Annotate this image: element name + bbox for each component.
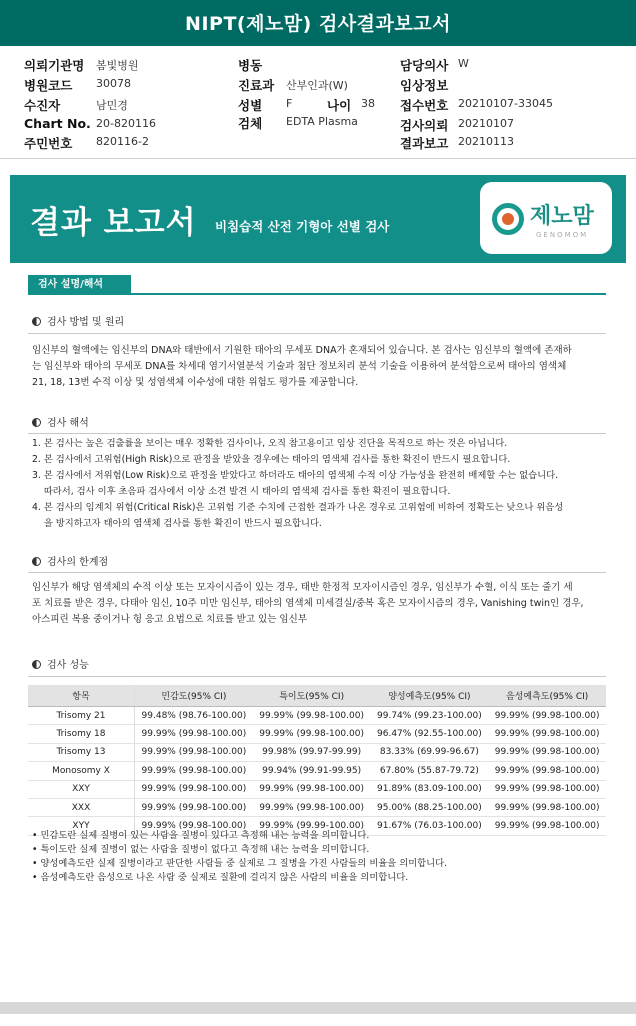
info-label: 검체 xyxy=(238,116,263,131)
table-cell: 99.99% (99.98-100.00) xyxy=(135,817,253,835)
interpretation-heading xyxy=(32,414,89,429)
info-value: 30078 xyxy=(96,77,131,90)
performance-heading xyxy=(32,656,89,671)
list-item: 을 방지하고자 태아의 염색체 검사를 통한 확진이 반드시 필요합니다. xyxy=(32,518,322,529)
info-label: 병동 xyxy=(238,58,263,73)
table-cell: 99.98% (99.97-99.99) xyxy=(253,743,371,761)
table-cell: Trisomy 21 xyxy=(28,707,135,725)
info-label: 의뢰기관명 xyxy=(24,58,85,73)
list-item: 따라서, 검사 이후 초음파 검사에서 이상 소견 발견 시 태아의 염색체 검사를 통한 확진이 필요합니다. xyxy=(32,486,451,497)
table-cell: 99.99% (99.98-100.00) xyxy=(135,743,253,761)
table-row xyxy=(28,780,606,798)
table-cell: Monosomy X xyxy=(28,762,135,780)
info-label: 담당의사 xyxy=(400,58,449,73)
performance-heading-text: 검사 성능 xyxy=(47,660,89,671)
info-value: F xyxy=(286,97,293,110)
info-label: 결과보고 xyxy=(400,136,449,151)
table-row xyxy=(28,743,606,761)
table-cell: Trisomy 13 xyxy=(28,743,135,761)
table-cell: 99.99% (99.98-100.00) xyxy=(253,707,371,725)
logo-text: 제노맘 xyxy=(530,204,594,229)
divider xyxy=(0,158,636,159)
table-cell: 91.67% (76.03-100.00) xyxy=(371,817,489,835)
table-cell: 99.99% (99.98-100.00) xyxy=(488,743,606,761)
heading-rule xyxy=(28,676,606,677)
note-item: • 양성예측도란 실제 질병이라고 판단한 사람들 중 실제로 그 질병을 가진 사람들의 비율을 의미합니다. xyxy=(32,858,448,869)
column-header: 양성예측도(95% CI) xyxy=(371,685,489,707)
column-header: 특이도(95% CI) xyxy=(253,685,371,707)
table-cell: 96.47% (92.55-100.00) xyxy=(371,725,489,743)
info-label: 나이 xyxy=(327,98,352,113)
method-heading xyxy=(32,313,124,328)
half-circle-icon xyxy=(32,660,41,669)
text-line: 21, 18, 13번 수적 이상 및 성염색체 이수성에 대한 위험도 평가를 제공합니다. xyxy=(32,377,359,388)
report-banner xyxy=(10,175,626,263)
logo-mark-icon xyxy=(492,203,524,235)
info-value: 20210107 xyxy=(458,117,514,130)
report-title: NIPT(제노맘) 검사결과보고서 xyxy=(185,13,451,35)
text-line: 임신부가 해당 염색체의 수적 이상 또는 모자이시즘이 있는 경우, 태반 한정적 모자이시즘인 경우, 임신부가 수혈, 이식 또는 줄기 세 xyxy=(32,582,573,593)
table-row xyxy=(28,798,606,816)
info-label: 임상정보 xyxy=(400,78,449,93)
heading-rule xyxy=(28,572,606,573)
table-cell: 99.74% (99.23-100.00) xyxy=(371,707,489,725)
table-cell: 99.48% (98.76-100.00) xyxy=(135,707,253,725)
table-cell: 99.99% (99.98-100.00) xyxy=(253,798,371,816)
column-header: 민감도(95% CI) xyxy=(135,685,253,707)
table-cell: 99.99% (99.98-100.00) xyxy=(135,725,253,743)
interpretation-heading-text: 검사 해석 xyxy=(47,418,89,429)
section-tab: 검사 설명/해석 xyxy=(28,275,131,294)
info-value: EDTA Plasma xyxy=(286,115,358,128)
info-value: 남민경 xyxy=(96,99,128,112)
patient-info xyxy=(0,50,636,156)
table-cell: XYY xyxy=(28,817,135,835)
table-cell: 83.33% (69.99-96.67) xyxy=(371,743,489,761)
info-value: 38 xyxy=(361,97,375,110)
table-cell: 99.99% (99.99-100.00) xyxy=(253,817,371,835)
text-line: 는 임신부와 태아의 무세포 DNA를 차세대 염기서열분석 기술과 첨단 정보처리 분석 기술을 이용하여 분석함으로써 태아의 염색체 xyxy=(32,361,567,372)
table-cell: 99.99% (99.98-100.00) xyxy=(253,725,371,743)
half-circle-icon xyxy=(32,418,41,427)
note-item: • 음성예측도란 음성으로 나온 사람 중 실제로 질환에 걸리지 않은 사람의 비율을 의미합니다. xyxy=(32,872,409,883)
info-value: 봄빛병원 xyxy=(96,59,139,72)
section-underline xyxy=(28,293,606,295)
table-row xyxy=(28,762,606,780)
text-line: 임신부의 혈액에는 임신부의 DNA와 태반에서 기원한 태아의 무세포 DNA가 혼재되어 있습니다. 본 검사는 임신부의 혈액에 존재하 xyxy=(32,345,572,356)
performance-table xyxy=(28,685,606,836)
report-title-bar xyxy=(0,0,636,46)
info-label: 주민번호 xyxy=(24,136,73,151)
heading-rule xyxy=(28,333,606,334)
table-cell: 99.99% (99.98-100.00) xyxy=(253,780,371,798)
table-cell: 95.00% (88.25-100.00) xyxy=(371,798,489,816)
info-label: 성별 xyxy=(238,98,263,113)
info-value: 820116-2 xyxy=(96,135,149,148)
info-value: 20210107-33045 xyxy=(458,97,553,110)
limits-heading xyxy=(32,553,108,568)
table-row xyxy=(28,725,606,743)
info-label: 수진자 xyxy=(24,98,61,113)
column-header: 음성예측도(95% CI) xyxy=(488,685,606,707)
heading-rule xyxy=(28,433,606,434)
column-header: 항목 xyxy=(28,685,135,707)
table-cell: 99.99% (99.98-100.00) xyxy=(488,798,606,816)
limits-paragraph xyxy=(32,580,606,628)
info-label: 접수번호 xyxy=(400,98,449,113)
list-item: 1. 본 검사는 높은 검출률을 보이는 매우 정확한 검사이나, 오직 참고용이고 임상 진단을 목적으로 하는 것은 아닙니다. xyxy=(32,438,508,449)
info-label: Chart No. xyxy=(24,116,91,131)
info-value: 산부인과(W) xyxy=(286,79,348,92)
info-value: W xyxy=(458,57,469,70)
table-cell: 91.89% (83.09-100.00) xyxy=(371,780,489,798)
table-cell: 99.99% (99.98-100.00) xyxy=(488,817,606,835)
table-cell: 99.99% (99.98-100.00) xyxy=(135,762,253,780)
table-cell: 99.99% (99.98-100.00) xyxy=(488,780,606,798)
list-item: 3. 본 검사에서 저위험(Low Risk)으로 판정을 받았다고 하더라도 태아의 염색체 수적 이상 가능성을 완전히 배제할 수는 없습니다. xyxy=(32,470,559,481)
note-item: • 민감도란 실제 질병이 있는 사람을 질병이 있다고 측정해 내는 능력을 의미합니다. xyxy=(32,830,370,841)
info-value: 20-820116 xyxy=(96,117,156,130)
info-label: 병원코드 xyxy=(24,78,73,93)
table-cell: 99.94% (99.91-99.95) xyxy=(253,762,371,780)
half-circle-icon xyxy=(32,557,41,566)
table-cell: 99.99% (99.98-100.00) xyxy=(488,725,606,743)
banner-subtitle: 비침습적 산전 기형아 선별 검사 xyxy=(215,219,390,234)
table-header-row xyxy=(28,685,606,707)
genomom-logo xyxy=(480,182,612,254)
footer-bar xyxy=(0,1002,636,1014)
text-line: 아스피린 복용 중이거나 헝 응고 요법으로 치료를 받고 있는 임신부 xyxy=(32,614,307,625)
table-cell: 99.99% (99.98-100.00) xyxy=(135,780,253,798)
table-cell: 99.99% (99.98-100.00) xyxy=(488,707,606,725)
info-label: 진료과 xyxy=(238,78,275,93)
half-circle-icon xyxy=(32,317,41,326)
table-cell: 99.99% (99.98-100.00) xyxy=(135,798,253,816)
list-item: 4. 본 검사의 임계치 위험(Critical Risk)은 고위험 기준 수치에 근접한 결과가 나온 경우로 고위험에 비하여 정확도는 낮으나 위음성 xyxy=(32,502,564,513)
limits-heading-text: 검사의 한계점 xyxy=(47,557,109,568)
logo-subtext: GENOMOM xyxy=(536,231,589,239)
banner-title: 결과 보고서 xyxy=(30,205,197,241)
info-value: 20210113 xyxy=(458,135,514,148)
note-item: • 특이도란 실제 질병이 없는 사람을 질병이 없다고 측정해 내는 능력을 의미합니다. xyxy=(32,844,370,855)
interpretation-list xyxy=(32,436,606,532)
table-cell: 99.99% (99.98-100.00) xyxy=(488,762,606,780)
method-heading-text: 검사 방법 및 원리 xyxy=(47,317,125,328)
method-paragraph xyxy=(32,343,606,391)
table-row xyxy=(28,707,606,725)
text-line: 포 치료를 받은 경우, 다태아 임신, 10주 미만 임신부, 태아의 염색체 미세결실/중복 혹은 모자이시즘의 경우, Vanishing twin인 경우, xyxy=(32,598,584,609)
info-label: 검사의뢰 xyxy=(400,118,449,133)
performance-notes xyxy=(32,829,447,885)
list-item: 2. 본 검사에서 고위험(High Risk)으로 판정을 받았을 경우에는 태아의 염색체 검사를 통한 확진이 반드시 필요합니다. xyxy=(32,454,511,465)
table-cell: XXX xyxy=(28,798,135,816)
table-cell: XXY xyxy=(28,780,135,798)
table-cell: 67.80% (55.87-79.72) xyxy=(371,762,489,780)
table-cell: Trisomy 18 xyxy=(28,725,135,743)
